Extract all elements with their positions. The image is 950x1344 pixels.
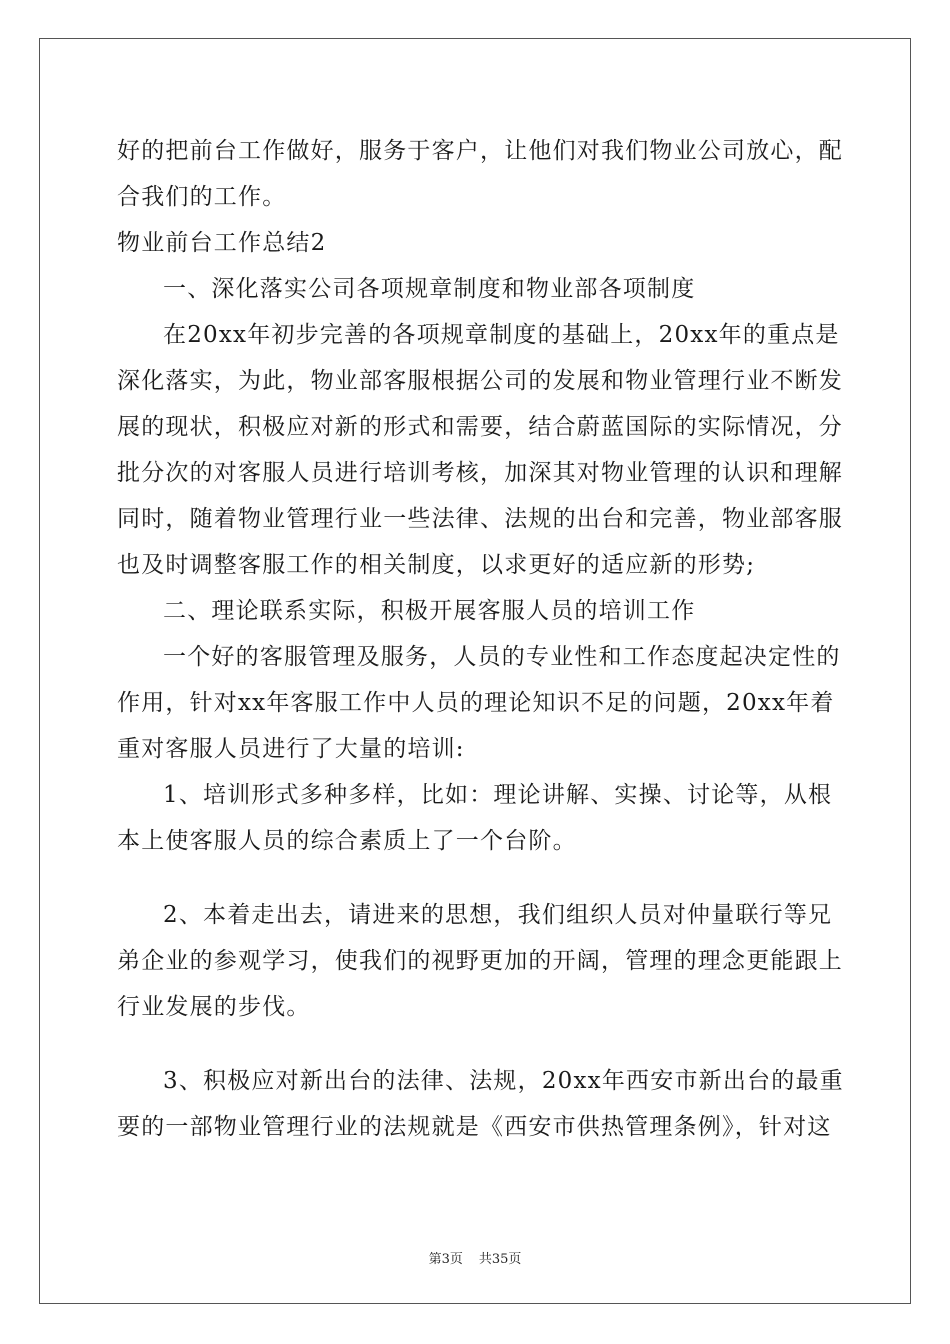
text-line: 行业发展的步伐。 [117,994,311,1020]
text-line: 3、积极应对新出台的法律、法规，20xx年西安市新出台的最重 [163,1068,844,1094]
section-heading: 二、理论联系实际，积极开展客服人员的培训工作 [163,598,696,624]
page-total: 共35页 [478,1252,522,1267]
document-body [117,128,844,1150]
text-line: 要的一部物业管理行业的法规就是《西安市供热管理条例》，针对这 [117,1114,832,1140]
text-line: 重对客服人员进行了大量的培训: [117,736,465,762]
text-line: 作用，针对xx年客服工作中人员的理论知识不足的问题，20xx年着 [117,690,835,716]
text-line: 批分次的对客服人员进行培训考核，加深其对物业管理的认识和理解 [117,460,843,486]
text-line: 弟企业的参观学习，使我们的视野更加的开阔，管理的理念更能跟上 [117,948,843,974]
section-heading: 一、深化落实公司各项规章制度和物业部各项制度 [163,276,696,302]
page-footer [0,1248,950,1267]
text-line: 在20xx年初步完善的各项规章制度的基础上，20xx年的重点是 [163,322,840,348]
text-line: 2、本着走出去，请进来的思想，我们组织人员对仲量联行等兄 [163,902,833,928]
text-line: 合我们的工作。 [117,184,287,210]
section-title: 物业前台工作总结2 [117,230,327,256]
text-line: 展的现状，积极应对新的形式和需要，结合蔚蓝国际的实际情况，分 [117,414,843,440]
text-line: 也及时调整客服工作的相关制度，以求更好的适应新的形势; [117,552,756,578]
text-line: 1、培训形式多种多样，比如：理论讲解、实操、讨论等，从根 [163,782,833,808]
text-line: 好的把前台工作做好，服务于客户，让他们对我们物业公司放心，配 [117,138,843,164]
text-line: 一个好的客服管理及服务，人员的专业性和工作态度起决定性的 [163,644,841,670]
text-line: 深化落实，为此，物业部客服根据公司的发展和物业管理行业不断发 [117,368,843,394]
page-number: 第3页 [428,1252,463,1267]
text-line: 本上使客服人员的综合素质上了一个台阶。 [117,828,577,854]
text-line: 同时，随着物业管理行业一些法律、法规的出台和完善，物业部客服 [117,506,843,532]
